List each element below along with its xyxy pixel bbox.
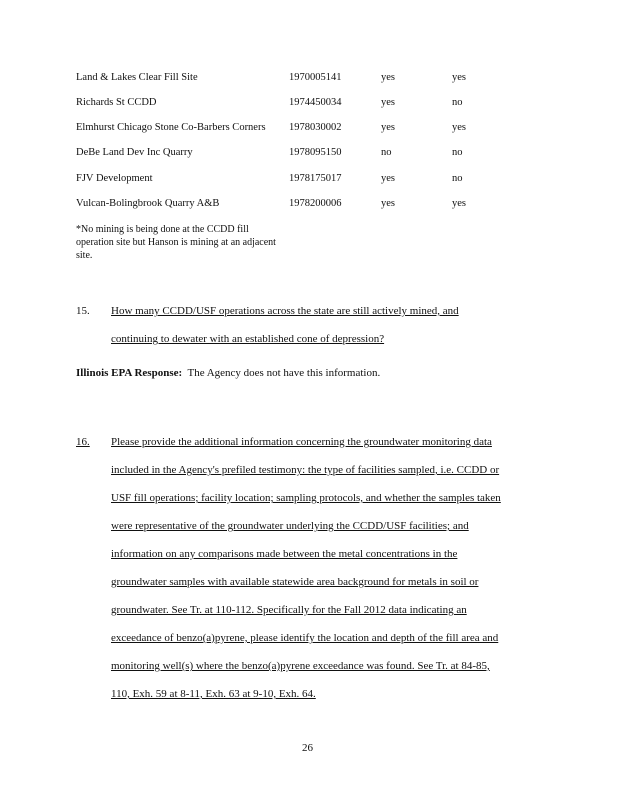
site-col-a: yes <box>381 198 395 209</box>
question-16-line: included in the Agency's prefiled testimony: the type of facilities sampled, i.e. CCDD or <box>111 464 500 476</box>
site-name: Richards St CCDD <box>76 97 157 108</box>
question-15-line: continuing to dewater with an established cone of depression? <box>111 333 385 345</box>
question-16-line: were representative of the groundwater underlying the CCDD/USF facilities; and <box>111 520 469 532</box>
site-id: 1978030002 <box>289 122 342 133</box>
question-16-line: USF fill operations; facility location; sampling protocols, and whether the samples taken <box>111 492 501 504</box>
site-col-a: yes <box>381 97 395 108</box>
site-col-b: yes <box>452 122 466 133</box>
site-id: 1978175017 <box>289 173 342 184</box>
site-name: FJV Development <box>76 173 153 184</box>
question-15-line: How many CCDD/USF operations across the state are still actively mined, and <box>111 305 459 317</box>
site-col-b: no <box>452 97 463 108</box>
response-text: The Agency does not have this information. <box>187 367 381 379</box>
site-id: 1978095150 <box>289 147 342 158</box>
site-id: 1970005141 <box>289 72 342 83</box>
site-col-a: yes <box>381 72 395 83</box>
epa-response <box>76 367 380 379</box>
site-col-a: no <box>381 147 392 158</box>
site-id: 1974450034 <box>289 97 342 108</box>
site-name: Vulcan-Bolingbrook Quarry A&B <box>76 198 220 209</box>
question-16-line: groundwater. See Tr. at 110-112. Specifically for the Fall 2012 data indicating an <box>111 604 467 616</box>
question-16-line: 110, Exh. 59 at 8-11, Exh. 63 at 9-10, Exh. 64. <box>111 688 316 700</box>
question-16-line: information on any comparisons made between the metal concentrations in the <box>111 548 458 560</box>
question-16-line: groundwater samples with available statewide area background for metals in soil or <box>111 576 479 588</box>
site-name: Land & Lakes Clear Fill Site <box>76 72 198 83</box>
site-col-b: yes <box>452 72 466 83</box>
site-col-b: no <box>452 147 463 158</box>
table-footnote: *No mining is being done at the CCDD fill operation site but Hanson is mining at an adjacent site. <box>76 224 276 261</box>
site-col-a: yes <box>381 173 395 184</box>
question-16-line: Please provide the additional information concerning the groundwater monitoring data <box>111 436 492 448</box>
site-id: 1978200006 <box>289 198 342 209</box>
site-col-a: yes <box>381 122 395 133</box>
question-15-number: 15. <box>76 305 90 317</box>
page-number: 26 <box>302 742 313 754</box>
question-16-number: 16. <box>76 436 90 448</box>
response-label: Illinois EPA Response: <box>76 367 183 379</box>
site-col-b: yes <box>452 198 466 209</box>
question-16-line: monitoring well(s) where the benzo(a)pyrene exceedance was found. See Tr. at 84-85, <box>111 660 490 672</box>
site-col-b: no <box>452 173 463 184</box>
site-name: DeBe Land Dev Inc Quarry <box>76 147 193 158</box>
question-16-line: exceedance of benzo(a)pyrene, please identify the location and depth of the fill area and <box>111 632 499 644</box>
site-name: Elmhurst Chicago Stone Co-Barbers Corners <box>76 122 266 133</box>
